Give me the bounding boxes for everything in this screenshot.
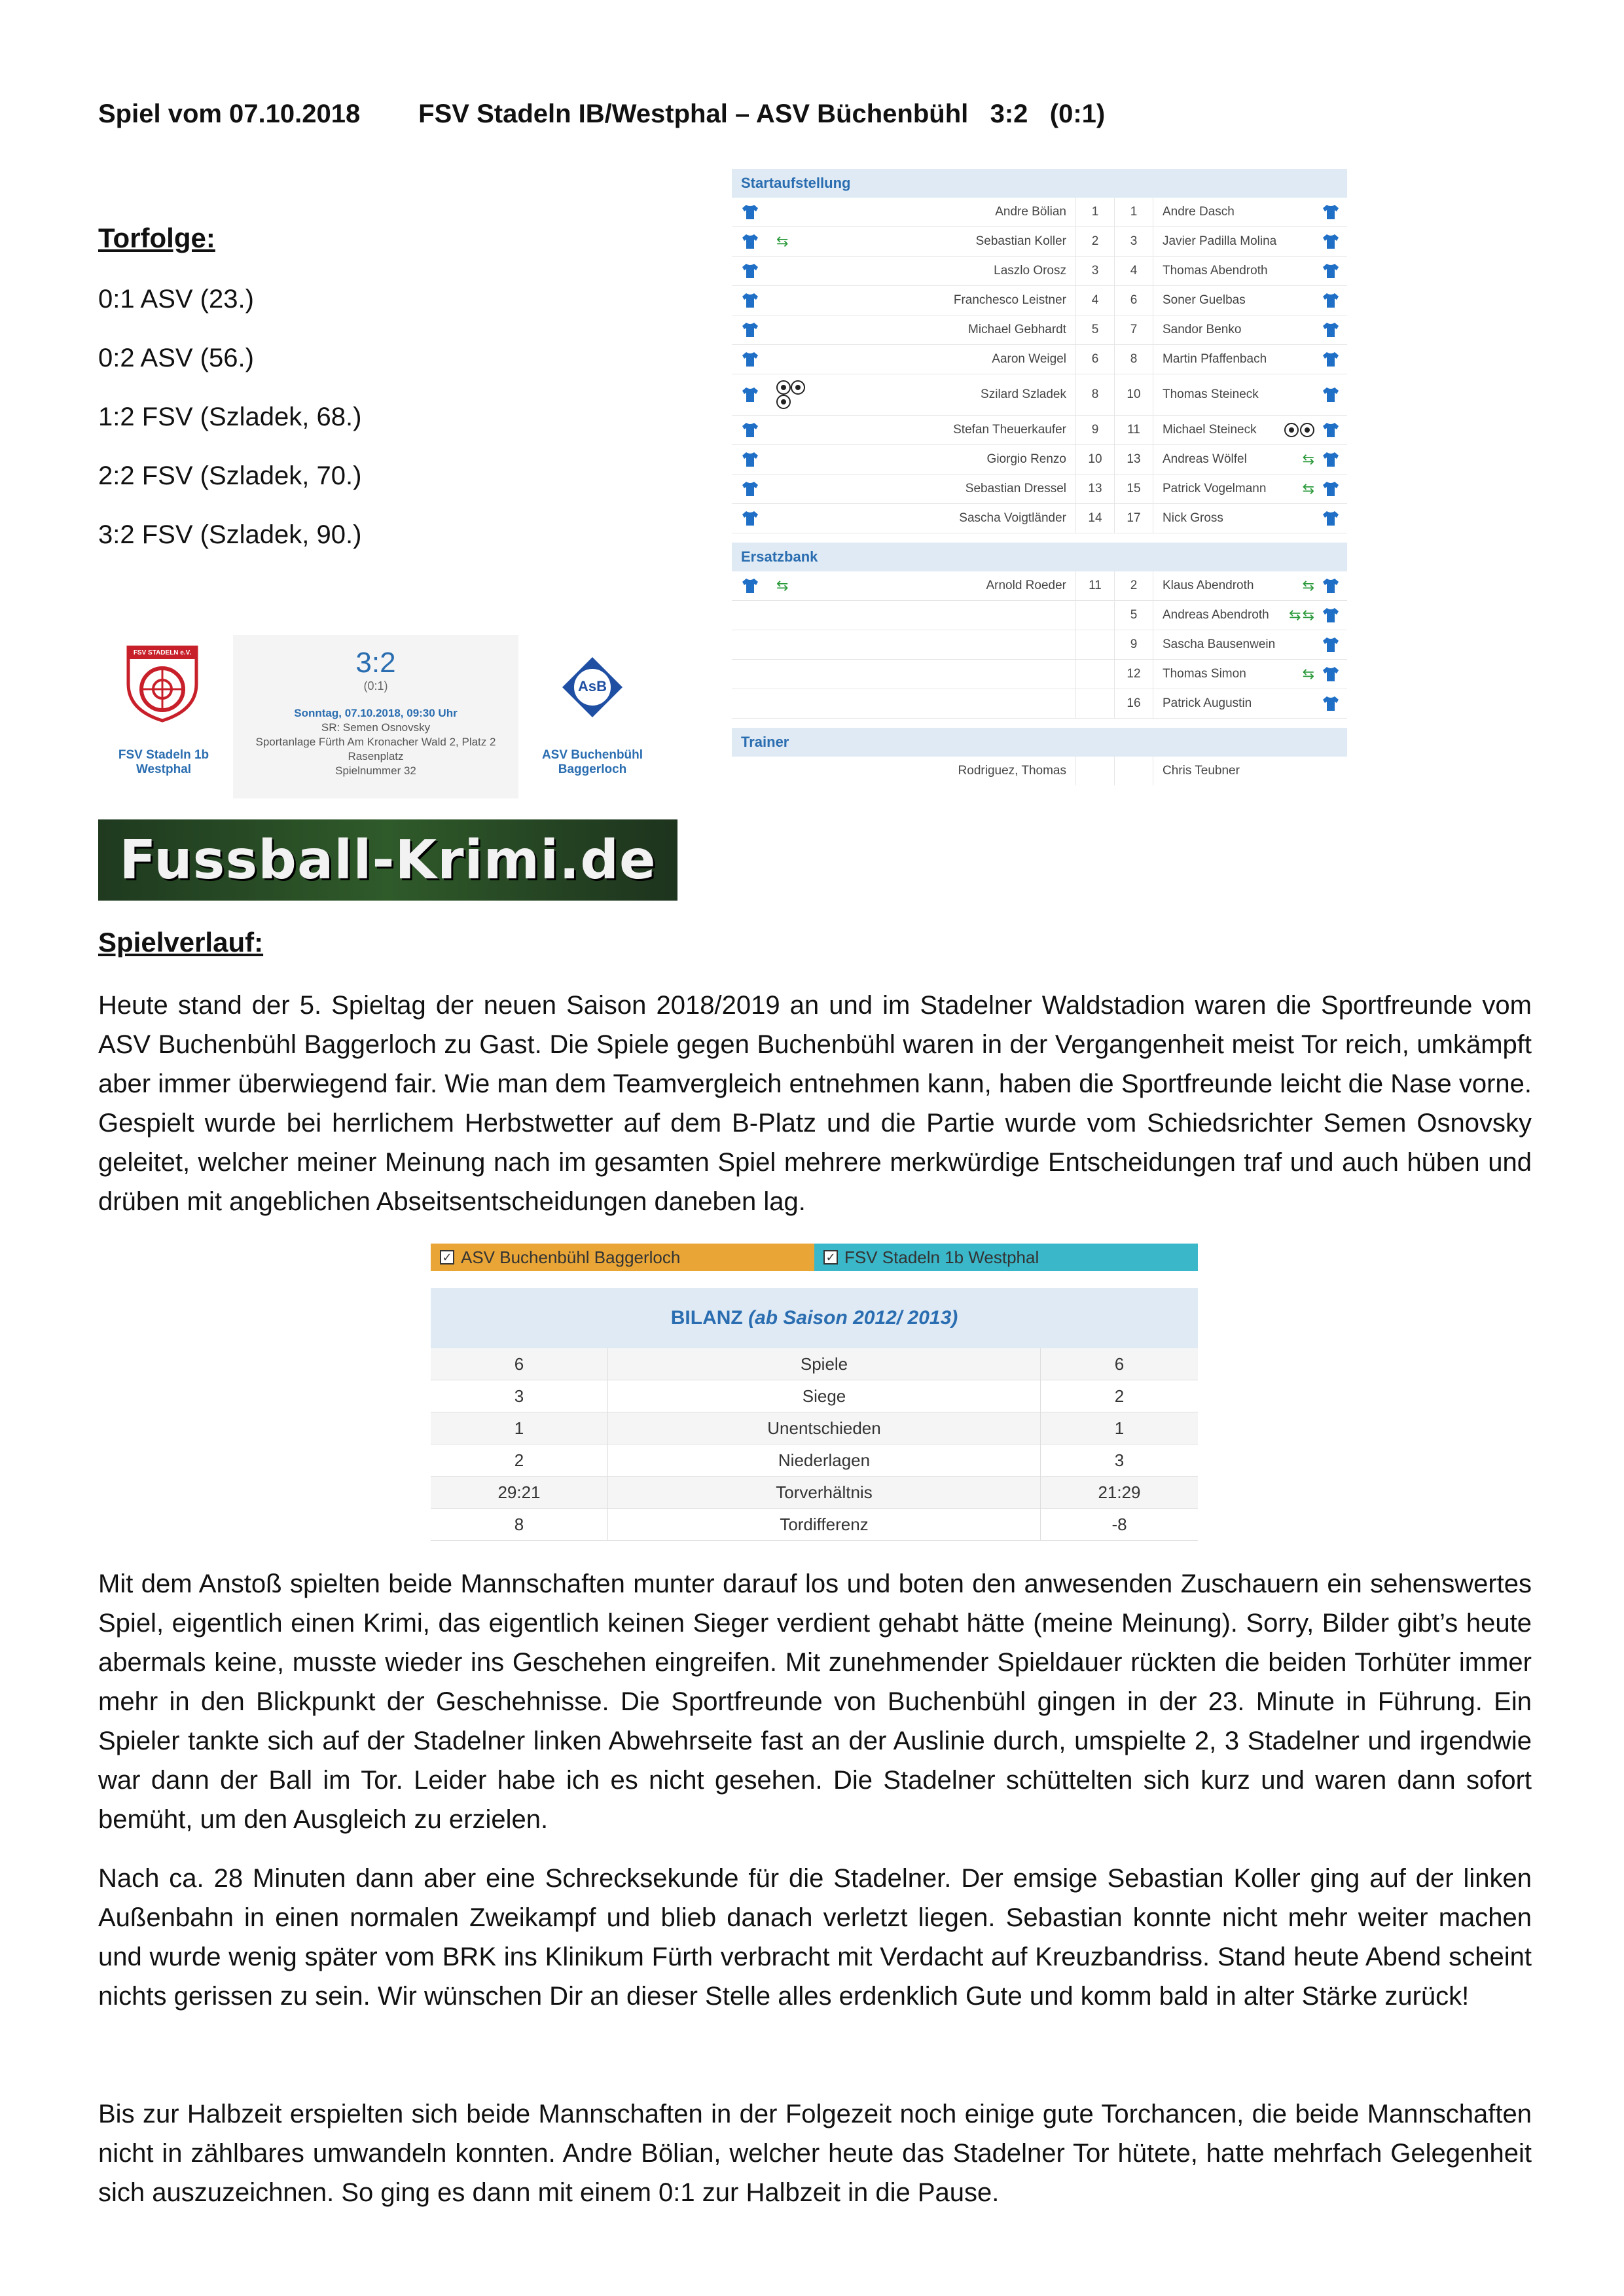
bilanz-row bbox=[431, 1444, 1198, 1477]
bench-section-header: Ersatzbank bbox=[732, 543, 1347, 571]
away-player: Patrick Augustin bbox=[1163, 696, 1252, 710]
home-shirt-icon bbox=[741, 510, 759, 527]
away-player: Andre Dasch bbox=[1163, 205, 1235, 219]
substitution-icon: ⇆ bbox=[1302, 577, 1314, 594]
paragraph: Mit dem Anstoß spielten beide Mannschaften munter darauf los und boten den anwesenden Zuschauern ein sehenswertes Spiel, eigentlich einen Krimi, das eigentlich keinen Sieger verdient gehabt hätte (meine Meinung). Sorry, Bilder gibt’s heute abermals keine, musste wieder ins Geschehen eingreifen. Mit zunehmender Spieldauer rückten die beiden Torhüter immer mehr in den Blickpunkt der Geschehnisse. Die Sportfreunde von Buchenbühl gingen in der 23. Minute in Führung. Ein Spieler tankte sich auf der Stadelner linken Abwehrseite fast an der Auslinie durch, umspielte 2, 3 Stadelner und irgendwie war dann der Ball im Tor. Leider habe ich es nicht gesehen. Die Stadelner schüttelten sich kurz und waren dann sofort bemüht, um den Ausgleich zu erzielen. bbox=[98, 1570, 1532, 1834]
lineup-row bbox=[732, 630, 1347, 660]
home-player: Franchesco Leistner bbox=[953, 293, 1066, 307]
substitution-icon: ⇆ bbox=[1302, 607, 1314, 623]
bilanz-metric: Torverhältnis bbox=[608, 1477, 1041, 1508]
home-player: Stefan Theuerkaufer bbox=[953, 423, 1066, 437]
paragraph: Nach ca. 28 Minuten dann aber eine Schrecksekunde für die Stadelner. Der emsige Sebastian Koller ging auf der linken Außenbahn in einen normalen Zweikampf und blieb danach verletzt liegen. Sebastian konnte nicht mehr weiter machen und wurde wenig später vom BRK ins Klinikum Fürth verbracht mit Verdacht auf Kreuzbandriss. Stand heute Abend scheint nichts gerissen zu sein. Wir wünschen Dir an dieser Stelle alles erdenklich Gute und komm bald in alter Stärke zurück! bbox=[98, 1864, 1532, 2011]
away-number: 9 bbox=[1114, 630, 1153, 659]
home-shirt-icon bbox=[741, 480, 759, 497]
fussball-krimi-banner bbox=[98, 819, 677, 901]
away-player: Martin Pfaffenbach bbox=[1163, 352, 1267, 366]
goal-ball-icon bbox=[776, 380, 791, 395]
bilanz-left-value: 6 bbox=[431, 1348, 608, 1380]
home-shirt-icon bbox=[741, 351, 759, 368]
bilanz-subtitle: (ab Saison 2012/ 2013) bbox=[748, 1307, 958, 1329]
match-score: 3:2 bbox=[355, 647, 396, 679]
home-logo-text: FSV STADELN e.V. bbox=[133, 649, 192, 656]
away-number: 10 bbox=[1114, 374, 1153, 415]
lineup-row bbox=[732, 475, 1347, 504]
substitution-icon: ⇆ bbox=[1302, 666, 1314, 682]
away-shirt-icon bbox=[1322, 480, 1340, 497]
home-player: Michael Gebhardt bbox=[968, 323, 1066, 336]
goal-line: 3:2 FSV (Szladek, 90.) bbox=[98, 520, 362, 549]
away-player: Andreas Wölfel bbox=[1163, 452, 1247, 466]
away-shirt-icon bbox=[1322, 233, 1340, 250]
lineup-row bbox=[732, 227, 1347, 257]
lineup-row bbox=[732, 571, 1347, 601]
bilanz-metric: Siege bbox=[608, 1380, 1041, 1412]
home-shirt-icon bbox=[741, 386, 759, 403]
lineup-row bbox=[732, 257, 1347, 286]
bilanz-metric: Niederlagen bbox=[608, 1444, 1041, 1476]
home-number: 9 bbox=[1075, 416, 1114, 444]
home-shirt-icon bbox=[741, 321, 759, 338]
torfolge-heading: Torfolge: bbox=[98, 223, 215, 253]
bilanz-metric: Spiele bbox=[608, 1348, 1041, 1380]
team-left-label: ASV Buchenbühl Baggerloch bbox=[461, 1247, 681, 1267]
away-player: Sandor Benko bbox=[1163, 323, 1242, 336]
home-shirt-icon bbox=[741, 292, 759, 309]
home-number: 13 bbox=[1075, 475, 1114, 503]
bilanz-table bbox=[431, 1244, 1198, 1541]
trainer-section-header: Trainer bbox=[732, 728, 1347, 757]
away-shirt-icon bbox=[1322, 510, 1340, 527]
away-player: Soner Guelbas bbox=[1163, 293, 1246, 307]
start-section-header: Startaufstellung bbox=[732, 169, 1347, 198]
home-number: 3 bbox=[1075, 257, 1114, 285]
away-player: Sascha Bausenwein bbox=[1163, 637, 1276, 651]
lineup-row bbox=[732, 416, 1347, 445]
away-shirt-icon bbox=[1322, 386, 1340, 403]
lineup-row bbox=[732, 345, 1347, 374]
home-number: 10 bbox=[1075, 445, 1114, 474]
paragraph: Heute stand der 5. Spieltag der neuen Saison 2018/2019 an und im Stadelner Waldstadion waren die Sportfreunde vom ASV Buchenbühl Baggerloch zu Gast. Die Spiele gegen Buchenbühl waren in der Vergangenheit meist Tor reich, umkämpft aber immer überwiegend fair. Wie man dem Teamvergleich entnehmen kann, haben die Sportfreunde leicht die Nase vorne. Gespielt wurde bei herrlichem Herbstwetter auf dem B-Platz und die Partie wurde vom Schiedsrichter Semen Osnovsky geleitet, welcher meiner Meinung nach im gesamten Spiel mehrere merkwürdige Entscheidungen traf und auch hüben und drüben mit angeblichen Abseitsentscheidungen daneben lag. bbox=[98, 991, 1532, 1216]
home-club-name: FSV Stadeln 1b Westphal bbox=[118, 748, 209, 776]
away-shirt-icon bbox=[1322, 292, 1340, 309]
checkbox-icon: ✓ bbox=[440, 1250, 454, 1265]
home-number: 4 bbox=[1075, 286, 1114, 315]
page-title: Spiel vom 07.10.2018 FSV Stadeln IB/Westphal – ASV Büchenbühl 3:2 (0:1) bbox=[98, 99, 1106, 128]
away-player: Patrick Vogelmann bbox=[1163, 482, 1267, 495]
goal-ball-icon bbox=[776, 395, 791, 409]
match-number: Spielnummer 32 bbox=[335, 764, 416, 777]
substitution-icon: ⇆ bbox=[1289, 607, 1301, 623]
away-shirt-icon bbox=[1322, 577, 1340, 594]
bilanz-row bbox=[431, 1509, 1198, 1541]
away-number: 4 bbox=[1114, 257, 1153, 285]
away-number: 17 bbox=[1114, 504, 1153, 533]
lineup-table bbox=[732, 169, 1347, 785]
halftime-score: (0:1) bbox=[363, 679, 388, 692]
away-number: 12 bbox=[1114, 660, 1153, 689]
home-number: 6 bbox=[1075, 345, 1114, 374]
home-player: Andre Bölian bbox=[995, 205, 1066, 219]
bilanz-heading bbox=[431, 1288, 1198, 1348]
lineup-row bbox=[732, 198, 1347, 227]
away-shirt-icon bbox=[1322, 204, 1340, 221]
home-shirt-icon bbox=[741, 422, 759, 439]
bilanz-right-value: -8 bbox=[1111, 1514, 1127, 1534]
home-shirt-icon bbox=[741, 204, 759, 221]
home-shirt-icon bbox=[741, 451, 759, 468]
away-number: 6 bbox=[1114, 286, 1153, 315]
match-venue: Sportanlage Fürth Am Kronacher Wald 2, Platz 2 bbox=[255, 736, 496, 748]
lineup-row bbox=[732, 315, 1347, 345]
away-number: 1 bbox=[1114, 198, 1153, 226]
home-player: Sebastian Koller bbox=[975, 234, 1066, 248]
away-player: Andreas Abendroth bbox=[1163, 608, 1269, 622]
away-number: 7 bbox=[1114, 315, 1153, 344]
goal-ball-icon bbox=[1300, 423, 1314, 437]
goal-ball-icon bbox=[1284, 423, 1299, 437]
team-right-label: FSV Stadeln 1b Westphal bbox=[844, 1247, 1039, 1267]
fsv-stadeln-logo bbox=[122, 645, 203, 723]
goal-line: 0:2 ASV (56.) bbox=[98, 344, 254, 372]
away-club-name: ASV Buchenbühl Baggerloch bbox=[541, 748, 643, 776]
away-player: Michael Steineck bbox=[1163, 423, 1257, 437]
away-number: 11 bbox=[1114, 416, 1153, 444]
away-player: Thomas Steineck bbox=[1163, 387, 1259, 401]
home-number bbox=[1075, 630, 1114, 659]
home-player: Laszlo Orosz bbox=[994, 264, 1066, 278]
away-shirt-icon bbox=[1322, 422, 1340, 439]
home-player: Arnold Roeder bbox=[986, 579, 1066, 592]
away-player: Klaus Abendroth bbox=[1163, 579, 1254, 592]
paragraph: Bis zur Halbzeit erspielten sich beide Mannschaften in der Folgezeit noch einige gute Torchancen, die beide Mannschaften nicht in zählbares umwandeln konnten. Andre Bölian, welcher heute das Stadelner Tor hütete, hatte mehrfach Gelegenheit sich auszuzeichnen. So ging es dann mit einem 0:1 zur Halbzeit in die Pause. bbox=[98, 2100, 1532, 2207]
away-shirt-icon bbox=[1322, 666, 1340, 683]
bilanz-right-value: 21:29 bbox=[1098, 1482, 1141, 1502]
home-shirt-icon bbox=[741, 262, 759, 279]
home-number: 5 bbox=[1075, 315, 1114, 344]
substitution-icon: ⇆ bbox=[1302, 480, 1314, 497]
bilanz-row bbox=[431, 1348, 1198, 1380]
trainer-row bbox=[732, 757, 1347, 785]
trainer-away: Chris Teubner bbox=[1163, 764, 1240, 778]
home-player: Sascha Voigtländer bbox=[959, 511, 1066, 525]
spielverlauf-heading: Spielverlauf: bbox=[98, 927, 264, 958]
match-card bbox=[233, 635, 518, 798]
away-player: Thomas Abendroth bbox=[1163, 264, 1268, 278]
bilanz-metric: Unentschieden bbox=[608, 1412, 1041, 1444]
goal-line: 2:2 FSV (Szladek, 70.) bbox=[98, 461, 362, 490]
away-shirt-icon bbox=[1322, 636, 1340, 653]
bilanz-metric: Tordifferenz bbox=[608, 1509, 1041, 1540]
bilanz-left-value: 2 bbox=[431, 1444, 608, 1476]
lineup-row bbox=[732, 374, 1347, 416]
home-number: 1 bbox=[1075, 198, 1114, 226]
team-right-toggle[interactable] bbox=[814, 1244, 1198, 1271]
bilanz-row bbox=[431, 1412, 1198, 1444]
checkbox-icon: ✓ bbox=[823, 1250, 838, 1265]
away-shirt-icon bbox=[1322, 451, 1340, 468]
bilanz-right-value: 6 bbox=[1114, 1354, 1125, 1374]
away-shirt-icon bbox=[1322, 351, 1340, 368]
away-number: 5 bbox=[1114, 601, 1153, 630]
home-number bbox=[1075, 601, 1114, 630]
away-shirt-icon bbox=[1322, 262, 1340, 279]
home-player: Szilard Szladek bbox=[981, 387, 1066, 401]
substitution-icon: ⇆ bbox=[776, 233, 789, 249]
goal-line: 1:2 FSV (Szladek, 68.) bbox=[98, 403, 362, 431]
bilanz-left-value: 3 bbox=[431, 1380, 608, 1412]
home-shirt-icon bbox=[741, 233, 759, 250]
home-number: 2 bbox=[1075, 227, 1114, 256]
away-number: 3 bbox=[1114, 227, 1153, 256]
home-player: Giorgio Renzo bbox=[986, 452, 1066, 466]
home-number bbox=[1075, 689, 1114, 718]
bilanz-left-value: 1 bbox=[431, 1412, 608, 1444]
away-shirt-icon bbox=[1322, 607, 1340, 624]
banner-text: Fussball-Krimi.de bbox=[119, 829, 657, 891]
lineup-row bbox=[732, 504, 1347, 533]
bilanz-row bbox=[431, 1380, 1198, 1412]
match-date: Sonntag, 07.10.2018, 09:30 Uhr bbox=[294, 707, 458, 719]
bilanz-left-value: 29:21 bbox=[431, 1477, 608, 1508]
bilanz-right-value: 1 bbox=[1114, 1418, 1125, 1438]
match-referee: SR: Semen Osnovsky bbox=[321, 721, 431, 734]
away-player: Thomas Simon bbox=[1163, 667, 1246, 681]
match-surface: Rasenplatz bbox=[348, 750, 404, 762]
home-player: Sebastian Dressel bbox=[965, 482, 1066, 495]
away-number: 13 bbox=[1114, 445, 1153, 474]
lineup-row bbox=[732, 689, 1347, 719]
away-shirt-icon bbox=[1322, 695, 1340, 712]
goal-ball-icon bbox=[791, 380, 805, 395]
lineup-row bbox=[732, 445, 1347, 475]
away-logo-text: AsB bbox=[577, 678, 607, 694]
bilanz-row bbox=[431, 1477, 1198, 1509]
away-number: 8 bbox=[1114, 345, 1153, 374]
goal-line: 0:1 ASV (23.) bbox=[98, 285, 254, 314]
bilanz-right-value: 3 bbox=[1114, 1450, 1125, 1470]
home-player: Aaron Weigel bbox=[992, 352, 1066, 366]
away-number: 2 bbox=[1114, 571, 1153, 600]
team-left-toggle[interactable] bbox=[431, 1244, 814, 1271]
lineup-row bbox=[732, 601, 1347, 630]
bilanz-right-value: 2 bbox=[1114, 1386, 1125, 1406]
away-number: 15 bbox=[1114, 475, 1153, 503]
home-number: 8 bbox=[1075, 374, 1114, 415]
home-number: 14 bbox=[1075, 504, 1114, 533]
away-player: Nick Gross bbox=[1163, 511, 1223, 525]
bilanz-title: BILANZ bbox=[670, 1307, 743, 1329]
lineup-row bbox=[732, 286, 1347, 315]
away-shirt-icon bbox=[1322, 321, 1340, 338]
asv-buchenbuehl-logo bbox=[560, 655, 625, 720]
home-number: 11 bbox=[1075, 571, 1114, 600]
substitution-icon: ⇆ bbox=[1302, 451, 1314, 467]
substitution-icon: ⇆ bbox=[776, 577, 789, 594]
away-number: 16 bbox=[1114, 689, 1153, 718]
home-shirt-icon bbox=[741, 577, 759, 594]
lineup-row bbox=[732, 660, 1347, 689]
home-number bbox=[1075, 660, 1114, 689]
away-player: Javier Padilla Molina bbox=[1163, 234, 1277, 248]
trainer-home: Rodriguez, Thomas bbox=[958, 764, 1066, 778]
bilanz-left-value: 8 bbox=[431, 1509, 608, 1540]
